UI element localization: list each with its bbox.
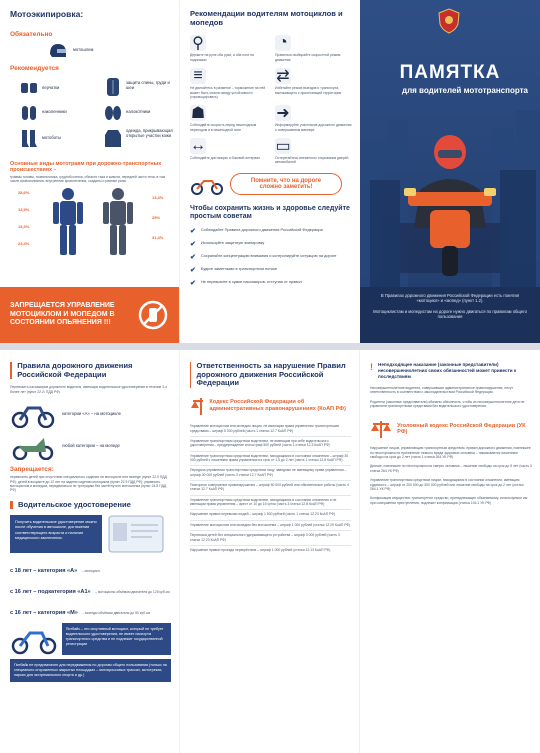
gear-label: налокотники xyxy=(126,108,151,114)
tip-item: ✔ Сохраняйте концентрацию внимания и контролируйте ситуацию на дороге xyxy=(190,252,337,261)
brochure-outer-side xyxy=(0,0,540,343)
motorcycle-icon xyxy=(10,400,56,428)
speedometer-icon: ◔ xyxy=(275,35,291,51)
pedestrian-icon: ☗ xyxy=(190,105,206,123)
percent-label: 31,4% xyxy=(152,235,164,241)
criminal-text-6: Конфискация имущества: транспортное средство, принадлежащее обвиняемому, используемое им при совершении преступления, подлежит конфискации (статья 104.1 УК РФ) xyxy=(370,496,528,505)
criminal-text-3: Нарушение лицом, управляющим транспортным средством, правил дорожного движения, повлекшее по неосторожности причинение тяжкого вреда здоровью человека – наказывается лишением свободы на срок до 2 лет (часть 1 статьи 264 УК РФ) xyxy=(370,446,531,460)
cover-panel xyxy=(360,0,540,343)
motorcyclist-icon xyxy=(390,128,510,278)
percent-label: 13,5% xyxy=(18,207,30,213)
fines-list xyxy=(190,422,351,555)
visibility-bubble xyxy=(190,173,354,195)
criminal-panel xyxy=(360,350,540,753)
no-alcohol-icon xyxy=(138,300,168,330)
elbow-pads-icon xyxy=(104,105,122,121)
tip-item: ✔ Соблюдайте Правила дорожного движения Российской Федерации xyxy=(190,226,323,235)
responsibility-title: Ответственность за нарушение Правил дорожного движения Российской Федерации xyxy=(196,361,346,388)
gear-label: мотоботы xyxy=(42,134,61,140)
uk-title: Уголовный кодекс Российской Федерации (УК РФ) xyxy=(397,422,526,436)
police-emblem-icon xyxy=(438,8,460,34)
rules-panel xyxy=(0,350,180,753)
ban-banner xyxy=(0,287,179,343)
accent-bar xyxy=(10,362,12,379)
boots-icon xyxy=(20,129,38,149)
fine-item: Управление мотоциклом или мопедом лицом, не имеющим права управления транспортными средствами – штраф 5 000 рублей (часть 1 статьи 12.7 КоАП РФ) xyxy=(190,422,351,437)
forbidden-text: перевозить детей при отсутствии специального сидения на мотоцикле или мопеде (пункт 22.9 ПДД РФ); детей в возрасте до 12 лет на заднем сидении мотоцикла (пункт 22.9 ПДД РФ); управлять мотоциклом и мопедом, передвигаться по тротуарам без застёгнутого мотошлема (пункт 24.8 ПДД РФ) xyxy=(10,475,167,493)
moto-label: категории «А» – на мотоцикле xyxy=(62,410,121,416)
pitbike-text: Питбайк – это спортивный мотоцикл, который не требует водительского удостоверения, не имеет паспорта транспортного средства и не подлежит государственной регистрации xyxy=(62,623,171,655)
gear-label: перчатки xyxy=(42,84,60,90)
recommended-label: Рекомендуется xyxy=(10,64,59,72)
equipment-title: Мотоэкипировка: xyxy=(10,9,84,19)
cover-note-2: Мотоциклистам и мопедистам на дороге нужно двигаться по правилам общего пользования xyxy=(373,308,527,320)
check-icon: ✔ xyxy=(190,266,196,274)
category-item: с 16 лет – категория «М» – мопеды объёмом двигателя до 50 куб.см xyxy=(10,610,150,617)
fine-item: Управление мотоциклом или мопедом без мотошлема – штраф 1 000 рублей (статья 12.29 КоАП РФ) xyxy=(190,521,351,531)
rec-item: ≡ Не двигайтесь в разметке – торможение на ней может быть опасно ввиду устойчивости (спровоцировать) xyxy=(190,67,266,99)
rec-item: ▭ Остерегайтесь внезапного открывания дверей автомобилей xyxy=(275,137,349,165)
check-icon: ✔ xyxy=(190,227,196,235)
check-icon: ✔ xyxy=(190,253,196,261)
percent-label: 28,6% xyxy=(18,190,30,196)
notice-text: Неподходящее наказание (законные представители) несовершеннолетних своих обязанностей может привести к последствиям xyxy=(378,362,517,379)
cover-note-1: В Правилах дорожного движения Российской Федерации есть понятия «мотоцикл» и «мопед» (пункт 1.2). xyxy=(380,293,520,304)
road-marking-icon: ≡ xyxy=(190,68,206,84)
license-title: Водительское удостоверение xyxy=(18,499,131,509)
percent-label: 25% xyxy=(152,215,161,221)
equipment-panel xyxy=(0,0,180,343)
tip-item: ✔ Используйте защитную экипировку xyxy=(190,239,265,248)
driver-license-icon xyxy=(108,515,164,553)
responsibility-panel xyxy=(180,350,360,753)
criminal-text-2: Родители (законные представители) обязаны обеспечить, чтобы их несовершеннолетние дети не управляли транспортными средствами без водительского удостоверения. xyxy=(370,399,525,408)
criminal-text-1: Несовершеннолетние водители, совершившие административное правонарушение, несут ответственность в соответствии с законодательством Российской Федерации. xyxy=(370,385,514,395)
fine-item: Повторное совершение правонарушения – штраф 50 000 рублей или обязательные работы (часть 4 статьи 12.7 КоАП РФ) xyxy=(190,481,351,496)
cover-notes xyxy=(360,287,540,343)
fine-item: Управление транспортным средством водителем, находящимся в состоянии опьянения – штраф 30 000 рублей с лишением права управления на срок от 1,5 до 2 лет (часть 1 статьи 12.8 КоАП РФ) xyxy=(190,452,351,467)
distance-icon: ↔ xyxy=(190,136,206,154)
fine-item: Управление транспортным средством водителем, не имеющим при себе водительского удостоверения – предупреждение или штраф 500 рублей (часть 1 статьи 12.3 КоАП РФ) xyxy=(190,437,351,452)
rec-item: ◔ Правильно выбирайте скоростной режим движения xyxy=(275,34,341,62)
moped-icon xyxy=(10,432,56,460)
recommendations-grid xyxy=(190,35,354,164)
tip-item: ✔ Будьте заметными в транспортном потоке xyxy=(190,265,277,274)
rec-item: ⚲ Держите на руле оба руки, а оба ноги на подножках xyxy=(190,35,254,62)
pitbike-note: Питбайк не предназначен для передвижения по дорогам общего пользования (только на специально огороженных закрытых площадках – мотокроссовых трассах, мототреках, парках для экстремального спорта и др.) xyxy=(10,659,171,681)
tips-title: Чтобы сохранить жизнь и здоровье следуйте простым советам xyxy=(190,204,350,220)
rules-intro: Перевозить пассажиров дорожного водителя, имеющих водительское удостоверение в течение 2-х более лет (пункт 22.2¹ ПДД РФ). xyxy=(10,385,168,394)
recommendations-panel xyxy=(180,0,360,343)
moped-row xyxy=(10,432,171,460)
percent-label: 13,4% xyxy=(152,195,164,201)
handlebar-icon: ⚲ xyxy=(190,35,206,51)
forbidden-title: Запрещается: xyxy=(10,466,54,474)
car-exit-icon: ⇄ xyxy=(276,68,290,86)
injuries-text: травмы головы, позвоночника, грудной клетки, области таза и живота, передней части тела, в том числе кровоизлияния, внутренние кровотечения, ссадины и рваные раны xyxy=(10,174,166,184)
check-icon: ✔ xyxy=(190,279,196,287)
car-door-icon: ▭ xyxy=(275,137,291,155)
rec-item: ↔ Соблюдайте дистанцию и боковой интервал xyxy=(190,136,261,160)
brochure-inner-side xyxy=(0,350,540,753)
fine-item: Нарушение правил перевозки людей – штраф 1 500 рублей (часть 1 статьи 12.23 КоАП РФ) xyxy=(190,510,351,520)
warning-icon: ! xyxy=(370,362,373,372)
knee-pads-icon xyxy=(20,105,38,121)
rec-item: ➜ Информируйте участников дорожного движения о совершаемом маневре xyxy=(275,105,352,132)
scales-icon xyxy=(190,395,203,417)
rec-item: ☗ Соблюдайте скорость перед пешеходным переходом и в пешеходной зоне xyxy=(190,105,257,132)
fine-item: Нарушение правил проезда перекрёстков – штраф 1 000 рублей (статья 12.13 КоАП РФ) xyxy=(190,547,331,552)
criminal-text-4: Деяние, повлекшее по неосторожности смерть человека – лишение свободы на срок до 5 лет (часть 3 статьи 264 УК РФ) xyxy=(370,464,532,473)
fine-item: Перевозка детей без специального удерживающего устройства – штраф 3 000 рублей (часть 3 статьи 12.23 КоАП РФ) xyxy=(190,531,351,546)
category-item: с 18 лет – категория «А» – мотоцикл; xyxy=(10,568,101,575)
cover-subtitle: для водителей мототранспорта xyxy=(402,86,528,95)
license-categories xyxy=(10,559,171,619)
scales-icon xyxy=(370,418,391,440)
gloves-icon xyxy=(20,81,38,95)
license-intro: Получить водительское удостоверение можно после обучения в автошколе, достижении соответствующего возраста и наличии медицинского заключения: xyxy=(10,515,102,553)
tips-list xyxy=(190,227,354,287)
moped-label: любой категории – на мопеде xyxy=(62,442,120,448)
motorcycle-icon xyxy=(190,173,224,195)
turn-signal-icon: ➜ xyxy=(276,105,290,123)
fine-item: Управление транспортным средством водителем, находящимся в состоянии опьянения и не имеющим права управления – арест от 10 до 15 суток (часть 3 статьи 12.8 КоАП РФ) xyxy=(190,496,351,511)
gear-label: защита спины, груди и шеи xyxy=(126,79,170,90)
percent-label: 23,4% xyxy=(18,241,30,247)
check-icon: ✔ xyxy=(190,240,196,248)
category-item: с 16 лет – подкатегория «А1» – мотоциклы объёмом двигателя до 125 куб.см xyxy=(10,589,170,596)
pitbike-icon xyxy=(10,623,58,655)
helmet-label: мотошлем xyxy=(73,47,94,53)
rules-title: Правила дорожного движения Российской Федерации xyxy=(17,361,133,379)
rec-item: ⇄ Избегайте резких выездов и транспорта, выезжающего с прилегающей территории xyxy=(275,68,342,95)
tip-item: ✔ Не перевозите в сумке пассажиров, отступая от правил xyxy=(190,278,302,287)
recommendations-title: Рекомендации водителям мотоциклов и мопедов xyxy=(190,9,343,27)
fine-item: Передача управления транспортным средством лицу, заведомо не имеющему права управления – штраф 30 000 рублей (часть 3 статьи 12.7 КоАП РФ) xyxy=(190,466,351,481)
injuries-title: Основные виды мототравм при дорожно-транспортных происшествиях – xyxy=(10,160,162,173)
cover-title: ПАМЯТКА xyxy=(399,62,501,83)
injury-figures xyxy=(10,187,171,257)
gear-label: одежда, прикрывающая открытые участки кожи xyxy=(126,127,173,138)
ban-text: ЗАПРЕЩАЕТСЯ УПРАВЛЕНИЕ МОТОЦИКЛОМ И МОПЕДОМ В СОСТОЯНИИ ОПЬЯНЕНИЯ !!! xyxy=(10,301,115,327)
gear-grid xyxy=(10,75,171,155)
back-protector-icon xyxy=(104,77,122,97)
body-figures-icon xyxy=(38,187,148,257)
bubble-text: Помните, что на дороге сложно заметить! xyxy=(230,173,342,195)
moto-row xyxy=(10,400,171,428)
gear-label: наколенники xyxy=(42,108,67,114)
percent-label: 13,3% xyxy=(18,224,30,230)
helmet-icon xyxy=(48,42,68,60)
criminal-text-5: Управление транспортным средством лицом, находящимся в состоянии опьянения, имеющим судимость – штраф от 200 000 до 300 000 рублей или лишение свободы на срок до 2 лет (статья 264.1 УК РФ) xyxy=(370,478,524,491)
koap-title: Кодекс Российской Федерации об административных правонарушениях (КоАП РФ) xyxy=(209,399,346,413)
jacket-icon xyxy=(104,127,122,149)
required-label: Обязательно xyxy=(10,30,53,38)
